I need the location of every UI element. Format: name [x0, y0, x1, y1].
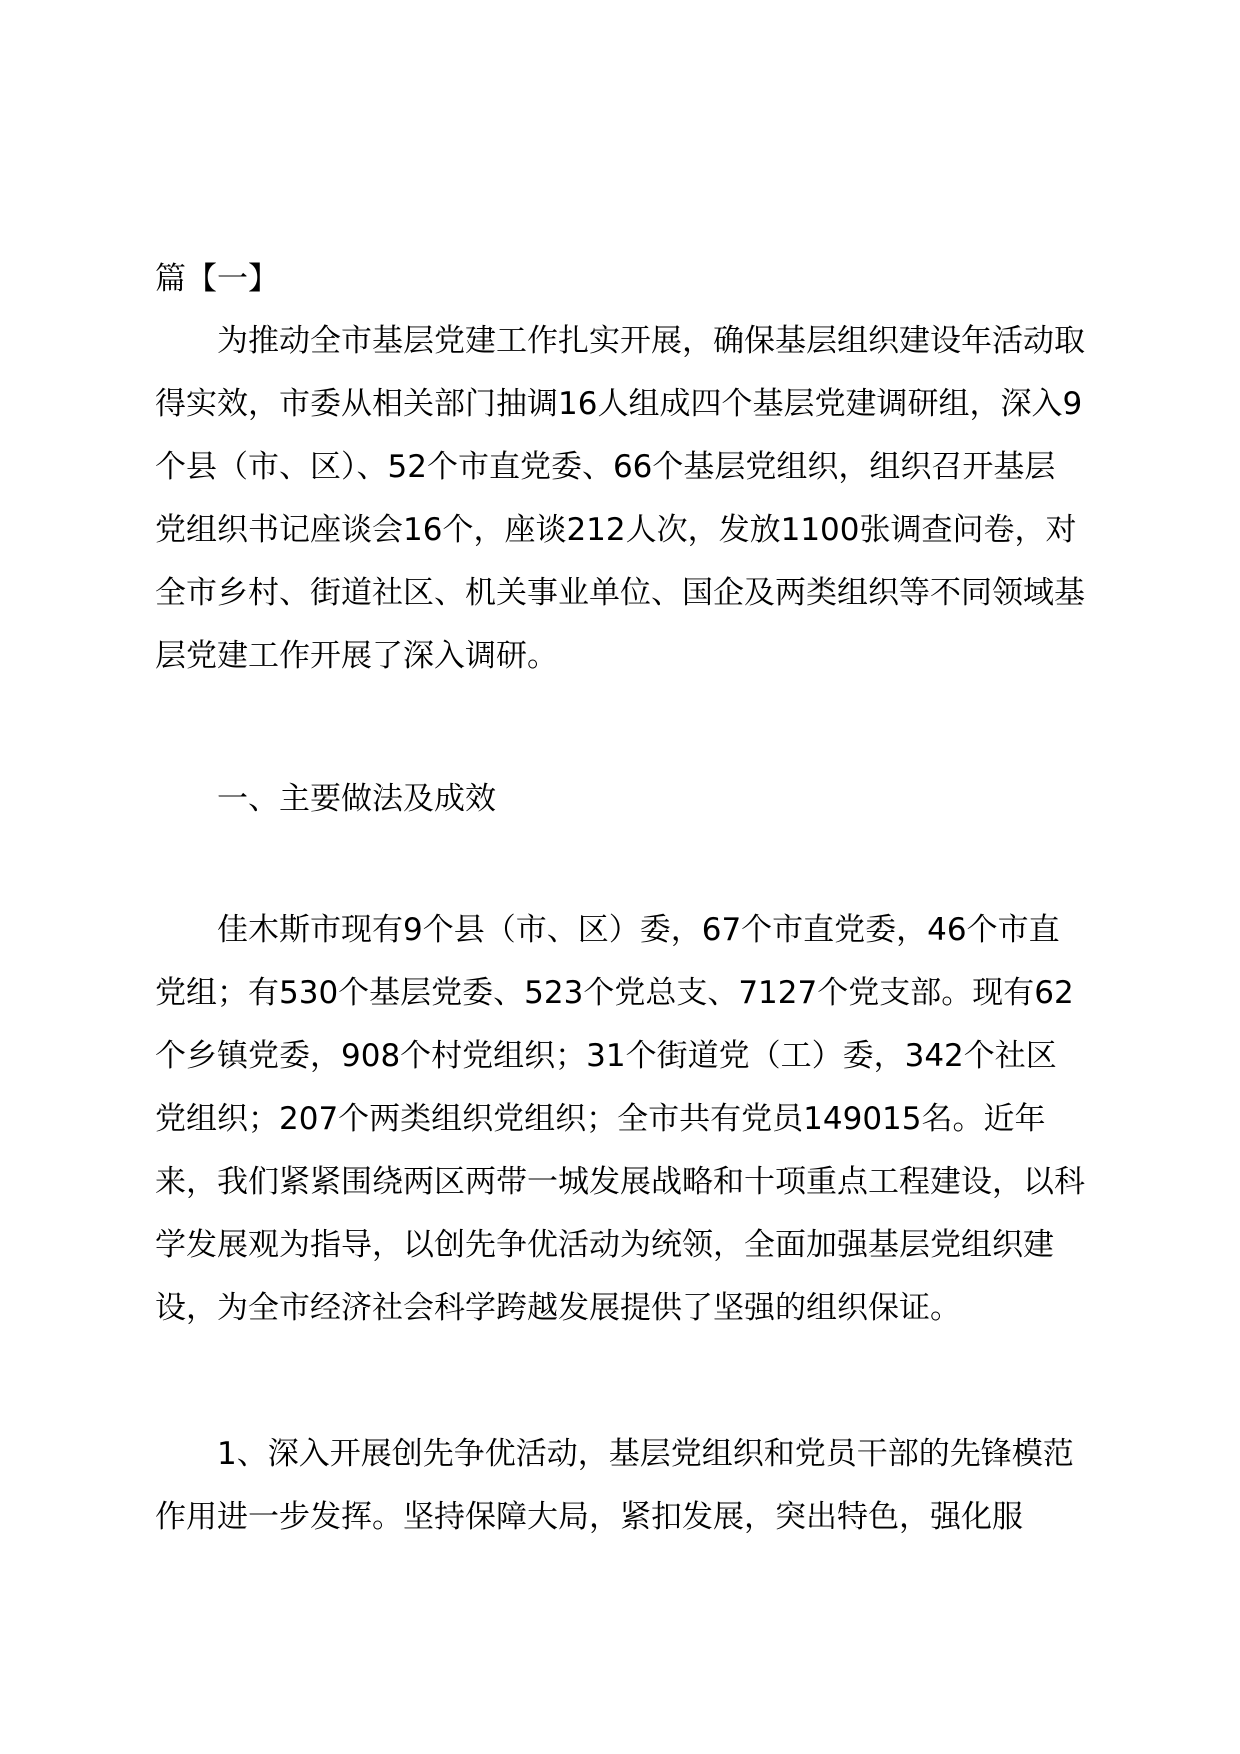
section-one-title: 一、主要做法及成效: [217, 781, 496, 817]
overview-paragraph: 佳木斯市现有9个县（市、区）委，67个市直党委，46个市直党组；有530个基层党委、523个党总支、7127个党支部。现有62个乡镇党委，908个村党组织；31个街道党（工）委，342个社区党组织；207个两类组织党组织；全市共有党员149015名。近年来，我们紧紧围绕两区两带一城发展战略和十项重点工程建设，以科学发展观为指导，以创先争优活动为统领，全面加强基层党组织建设，为全市经济社会科学跨越发展提供了坚强的组织保证。: [155, 912, 1085, 1326]
item-one-paragraph: 1、深入开展创先争优活动，基层党组织和党员干部的先锋模范作用进一步发挥。坚持保障大局，紧扣发展，突出特色，强化服: [155, 1436, 1074, 1535]
intro-paragraph: 为推动全市基层党建工作扎实开展，确保基层组织建设年活动取得实效，市委从相关部门抽调16人组成四个基层党建调研组，深入9个县（市、区）、52个市直党委、66个基层党组织，组织召开基层党组织书记座谈会16个，座谈212人次，发放1100张调查问卷，对全市乡村、街道社区、机关事业单位、国企及两类组织等不同领域基层党建工作开展了深入调研。: [155, 323, 1085, 674]
document-heading: 篇【一】: [155, 261, 279, 297]
